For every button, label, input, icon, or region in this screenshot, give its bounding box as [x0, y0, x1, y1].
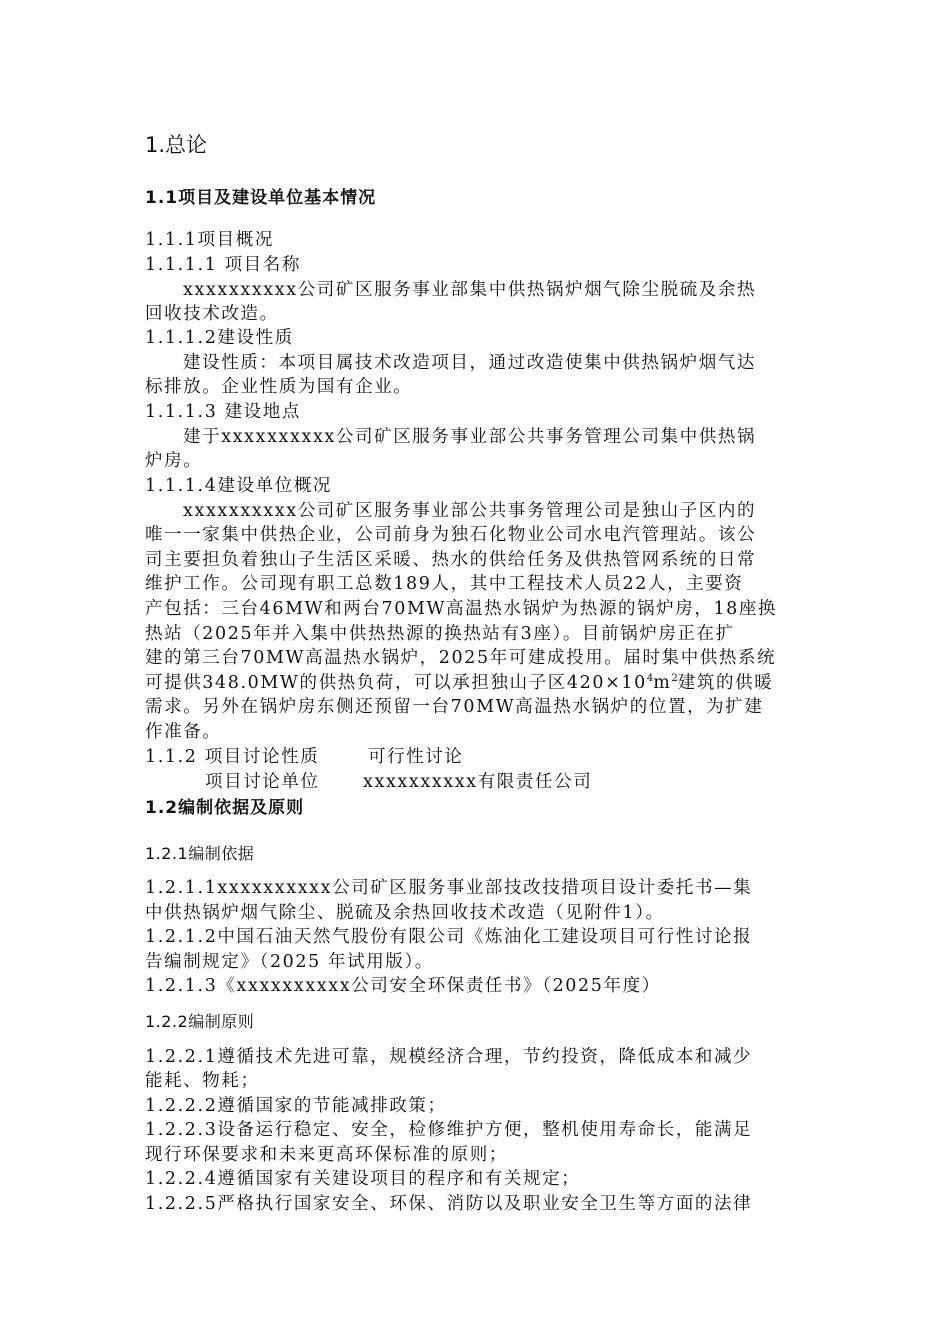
- item-heading-unit-overview: 1.1.1.4建设单位概况: [145, 476, 333, 496]
- paragraph-line: 1.2.2.1遵循技术先进可靠，规模经济合理，节约投资，降低成本和减少: [145, 1047, 753, 1067]
- subsection-1-2-2: 1.2.2编制原则: [145, 1012, 255, 1031]
- paragraph-line: 1.2.2.5严格执行国家安全、环保、消防以及职业安全卫生等方面的法律: [145, 1194, 753, 1214]
- paragraph-line: 1.2.2.4遵循国家有关建设项目的程序和有关规定；: [145, 1169, 581, 1189]
- item-heading-project-name: 1.1.1.1 项目名称: [145, 255, 301, 275]
- paragraph-line: 1.2.1.3《xxxxxxxxxx公司安全环保责任书》（2025年度）: [145, 976, 661, 996]
- paragraph-line: xxxxxxxxxx公司矿区服务事业部公共事务管理公司是独山子区内的: [183, 501, 757, 521]
- item-heading-nature: 1.1.1.2建设性质: [145, 328, 294, 348]
- paragraph-line: 回收技术改造。: [145, 304, 279, 324]
- superscript: 2: [671, 673, 678, 684]
- paragraph-line: 热站（2025年并入集中供热热源的换热站有3座）。目前锅炉房正在扩: [145, 624, 735, 644]
- paragraph-line: xxxxxxxxxx公司矿区服务事业部集中供热锅炉烟气除尘脱硫及余热: [183, 280, 757, 300]
- paragraph-line: 维护工作。公司现有职工总数189人，其中工程技术人员22人，主要资: [145, 574, 744, 594]
- paragraph-line: 告编制规定》（2025 年试用版）。: [145, 952, 434, 972]
- chapter-title: 1.总论: [145, 133, 208, 157]
- project-org-label: 项目讨论单位: [205, 772, 320, 792]
- text-run: 建筑的供暖: [677, 673, 774, 693]
- paragraph-line: 标排放。企业性质为国有企业。: [145, 377, 413, 397]
- section-heading-1-2: 1.2编制依据及原则: [145, 798, 305, 818]
- project-nature-value: 可行性讨论: [368, 747, 464, 767]
- text-run: 可提供348.0MW的供热负荷，可以承担独山子区420×10: [145, 673, 647, 693]
- paragraph-line: 建设性质：本项目属技术改造项目，通过改造使集中供热锅炉烟气达: [183, 353, 756, 373]
- superscript: 4: [646, 673, 654, 684]
- paragraph-line: 唯一一家集中供热企业，公司前身为独石化物业公司水电汽管理站。该公: [145, 525, 757, 545]
- project-nature-label: 1.1.2 项目讨论性质: [145, 747, 320, 767]
- text-run: m: [653, 673, 672, 693]
- paragraph-line: 1.2.1.1xxxxxxxxxx公司矿区服务事业部技改技措项目设计委托书—集: [145, 878, 753, 898]
- subsection-1-2-1: 1.2.1编制依据: [145, 844, 255, 863]
- paragraph-line: 能耗、物耗；: [145, 1071, 260, 1091]
- paragraph-line: 炉房。: [145, 451, 203, 471]
- paragraph-line: 1.2.2.2遵循国家的节能减排政策；: [145, 1096, 447, 1116]
- paragraph-line: 司主要担负着独山子生活区采暖、热水的供给任务及供热管网系统的日常: [145, 550, 757, 570]
- section-heading-1-1: 1.1项目及建设单位基本情况: [145, 188, 377, 208]
- paragraph-line: 需求。另外在锅炉房东侧还预留一台70MW高温热水锅炉的位置，为扩建: [145, 697, 764, 717]
- project-org-value: xxxxxxxxxx有限责任公司: [363, 772, 593, 792]
- paragraph-line: 建于xxxxxxxxxx公司矿区服务事业部公共事务管理公司集中供热锅: [183, 427, 757, 447]
- paragraph-line: 1.2.2.3设备运行稳定、安全，检修维护方便，整机使用寿命长，能满足: [145, 1120, 753, 1140]
- paragraph-line: 现行环保要求和未来更高环保标准的原则；: [145, 1145, 508, 1165]
- subsection-1-1-1: 1.1.1项目概况: [145, 230, 274, 250]
- paragraph-line: 作准备。: [145, 722, 222, 742]
- paragraph-line: [145, 671, 773, 695]
- paragraph-line: 产包括：三台46MW和两台70MW高温热水锅炉为热源的锅炉房，18座换: [145, 599, 778, 619]
- paragraph-line: 中供热锅炉烟气除尘、脱硫及余热回收技术改造（见附件1）。: [145, 903, 665, 923]
- item-heading-location: 1.1.1.3 建设地点: [145, 402, 301, 422]
- paragraph-line: 建的第三台70MW高温热水锅炉，2025年可建成投用。届时集中供热系统: [145, 648, 777, 668]
- paragraph-line: 1.2.1.2中国石油天然气股份有限公司《炼油化工建设项目可行性讨论报: [145, 927, 753, 947]
